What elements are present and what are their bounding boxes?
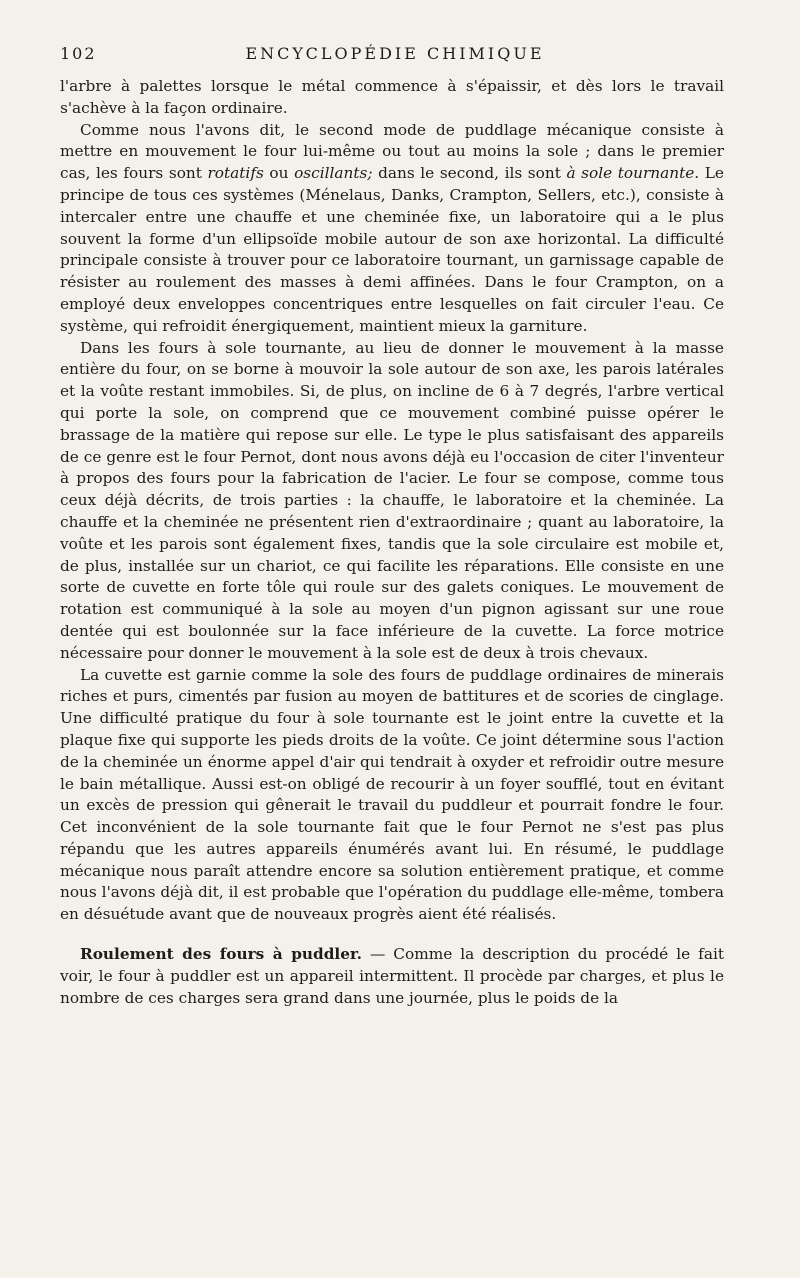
text-run: — Comme la description du procédé le fait voir, le four à puddler est un appareil intermittent. Il procède par charges, et plus le nombre de ces charges sera grand dans une journée, plus le poids de la — [60, 945, 724, 1007]
paragraph-continued: l'arbre à palettes lorsque le métal commence à s'épaissir, et dès lors le travail s'achève à la façon ordinaire. — [60, 77, 724, 117]
section-roulement — [60, 944, 724, 1009]
text-run: Le principe de tous ces systèmes (Ménelaus, Danks, Crampton, Sellers, etc.), consiste à intercaler entre une chauffe et une cheminée fixe, un laboratoire qui a le plus souvent la forme d'un ellipsoïde mobile autour de son axe horizontal. La difficulté principale consiste à trouver pour ce laboratoire tournant, un garnissage capable de résister au roulement des masses à demi affinées. Dans le four Crampton, on a employé deux enveloppes concentriques entre lesquelles on fait circuler l'eau. Ce système, qui refroidit énergiquement, maintient mieux la garniture. — [60, 164, 724, 335]
italic-term: rotatifs — [207, 164, 264, 183]
page-body — [60, 76, 724, 1009]
italic-term: oscillants; — [294, 164, 373, 183]
paragraph-cuvette: La cuvette est garnie comme la sole des fours de puddlage ordinaires de minerais riches et purs, cimentés par fusion au moyen de battitures et de scories de cinglage. Une difficulté pratique du four à sole tournante est le joint entre la cuvette et la plaque fixe qui supporte les pieds droits de la voûte. Ce joint détermine sous l'action de la cheminée un énorme appel d'air qui tendrait à oxyder et refroidir outre mesure le bain métallique. Aussi est-on obligé de recourir à un foyer soufflé, tout en évitant un excès de pression qui gênerait le travail du puddleur et pourrait fondre le four. Cet inconvénient de la sole tournante fait que le four Pernot ne s'est pas plus répandu que les autres appareils énumérés avant lui. En résumé, le puddlage mécanique nous paraît attendre encore sa solution entièrement pratique, et comme nous l'avons déjà dit, il est probable que l'opération du puddlage elle-même, tombera en désuétude avant que de nouveaux progrès aient été réalisés. — [60, 665, 724, 924]
page-header — [60, 44, 730, 70]
text-run: Comme nous l'avons dit, le second mode de puddlage mécanique consiste à mettre en mouvement le four lui-même ou tout au moins la sole ; dans le premier cas, les fours sont — [60, 120, 724, 183]
section-heading: Roulement des fours à puddler. — [80, 945, 362, 964]
paragraph-mechanical-puddling — [60, 120, 724, 338]
running-title: ENCYCLOPÉDIE CHIMIQUE — [245, 44, 545, 63]
paragraph-rotating-hearth: Dans les fours à sole tournante, au lieu de donner le mouvement à la masse entière du four, on se borne à mouvoir la sole autour de son axe, les parois latérales et la voûte restant immobiles. Si, de plus, on incline de 6 à 7 degrés, l'arbre vertical qui porte la sole, on comprend que ce mouvement combiné puisse opérer le brassage de la matière qui repose sur elle. Le type le plus satisfaisant des appareils de ce genre est le four Pernot, dont nous avons déjà eu l'occasion de citer l'inventeur à propos des fours pour la fabrication de l'acier. Le four se compose, comme tous ceux déjà décrits, de trois parties : la chauffe, le laboratoire et la cheminée. La chauffe et la cheminée ne présentent rien d'extraordinaire ; quant au laboratoire, la voûte et les parois sont également fixes, tandis que la sole circulaire est mobile et, de plus, installée sur un chariot, ce qui facilite les réparations. Elle consiste en une sorte de cuvette en forte tôle qui roule sur des galets coniques. Le mouvement de rotation est communiqué à la sole au moyen d'un pignon agissant sur une roue dentée qui est boulonnée sur la face inférieure de la cuvette. La force motrice nécessaire pour donner le mouvement à la sole est de deux à trois chevaux. — [60, 338, 724, 662]
text-run: ou — [263, 164, 295, 183]
text-run: dans le second, ils sont — [372, 164, 567, 183]
italic-term: à sole tournante. — [566, 164, 700, 183]
page-number: 102 — [60, 44, 97, 63]
